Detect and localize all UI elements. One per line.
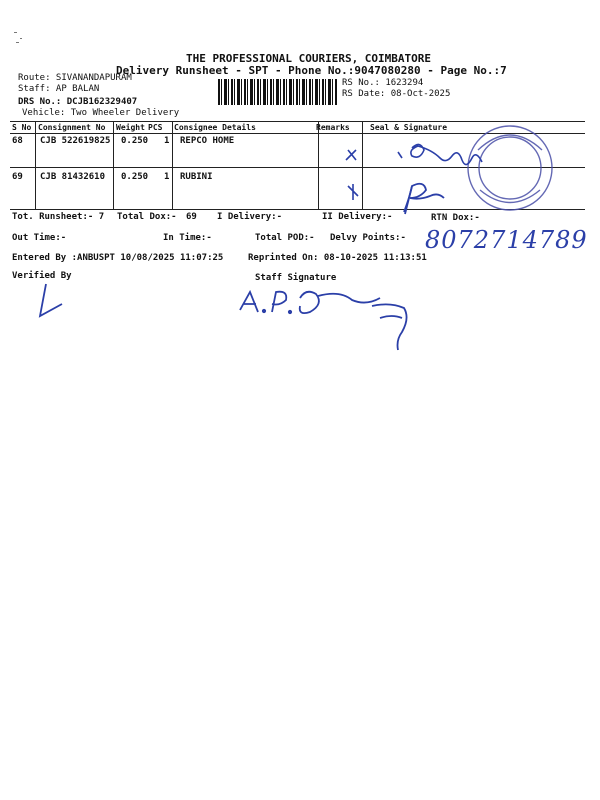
out-time-label: Out Time:- [12,233,67,243]
header-consignment: Consignment No [38,123,106,132]
drs-number: DRS No.: DCJB162329407 [18,97,138,107]
route-label: Route: SIVANANDAPURAM [18,73,132,83]
handwritten-phone: 8072714789 [425,226,588,254]
remark-cross-icon [348,184,358,200]
ii-delivery-label: II Delivery:- [322,212,393,222]
row-consignment: CJB 522619825 [40,136,111,146]
header-pcs: PCS [148,123,163,132]
scan-specks [14,32,22,43]
delvy-points-label: Delvy Points:- [330,233,406,243]
entered-by: Entered By :ANBUSPT 10/08/2025 11:07:25 [12,253,224,263]
header-consignee: Consignee Details [174,123,256,132]
vehicle-label: Vehicle: Two Wheeler Delivery [22,108,180,118]
rtn-dox-label: RTN Dox:- [431,213,480,223]
company-title: THE PROFESSIONAL COURIERS, COIMBATORE [186,52,432,65]
header-weight: Weight [116,123,145,132]
staff-label: Staff: AP BALAN [18,84,100,94]
remark-cross-icon [346,150,356,160]
rs-number: RS No.: 1623294 [342,78,424,88]
signature-row-1 [398,144,482,164]
staff-signature-label: Staff Signature [255,273,337,283]
seal-stamp-icon [468,126,552,210]
staff-signature [240,292,407,350]
total-pod-label: Total POD:- [255,233,315,243]
row-pcs: 1 [164,172,170,182]
verified-signature [40,284,62,316]
header-remarks: Remarks [316,123,350,132]
header-sno: S No [12,123,32,132]
row-sno: 69 [12,172,23,182]
total-dox-label: Total Dox:- [117,212,177,222]
row-consignee: REPCO HOME [180,136,235,146]
i-delivery-label: I Delivery:- [217,212,283,222]
rs-date: RS Date: 08-Oct-2025 [342,89,451,99]
signature-row-2 [404,184,444,214]
runsheet-subtitle: Delivery Runsheet - SPT - Phone No.:9047080280 - Page No.:7 [116,64,507,77]
total-dox-count: 69 [186,212,197,222]
row-consignee: RUBINI [180,172,213,182]
row-sno: 68 [12,136,23,146]
header-seal: Seal & Signature [370,123,448,132]
row-weight: 0.250 [121,136,149,146]
in-time-label: In Time:- [163,233,212,243]
row-weight: 0.250 [121,172,149,182]
row-consignment: CJB 81432610 [40,172,106,182]
row-pcs: 1 [164,136,170,146]
tot-runsheet: Tot. Runsheet:- 7 [12,212,105,222]
verified-by-label: Verified By [12,271,72,281]
reprinted-on: Reprinted On: 08-10-2025 11:13:51 [248,253,427,263]
